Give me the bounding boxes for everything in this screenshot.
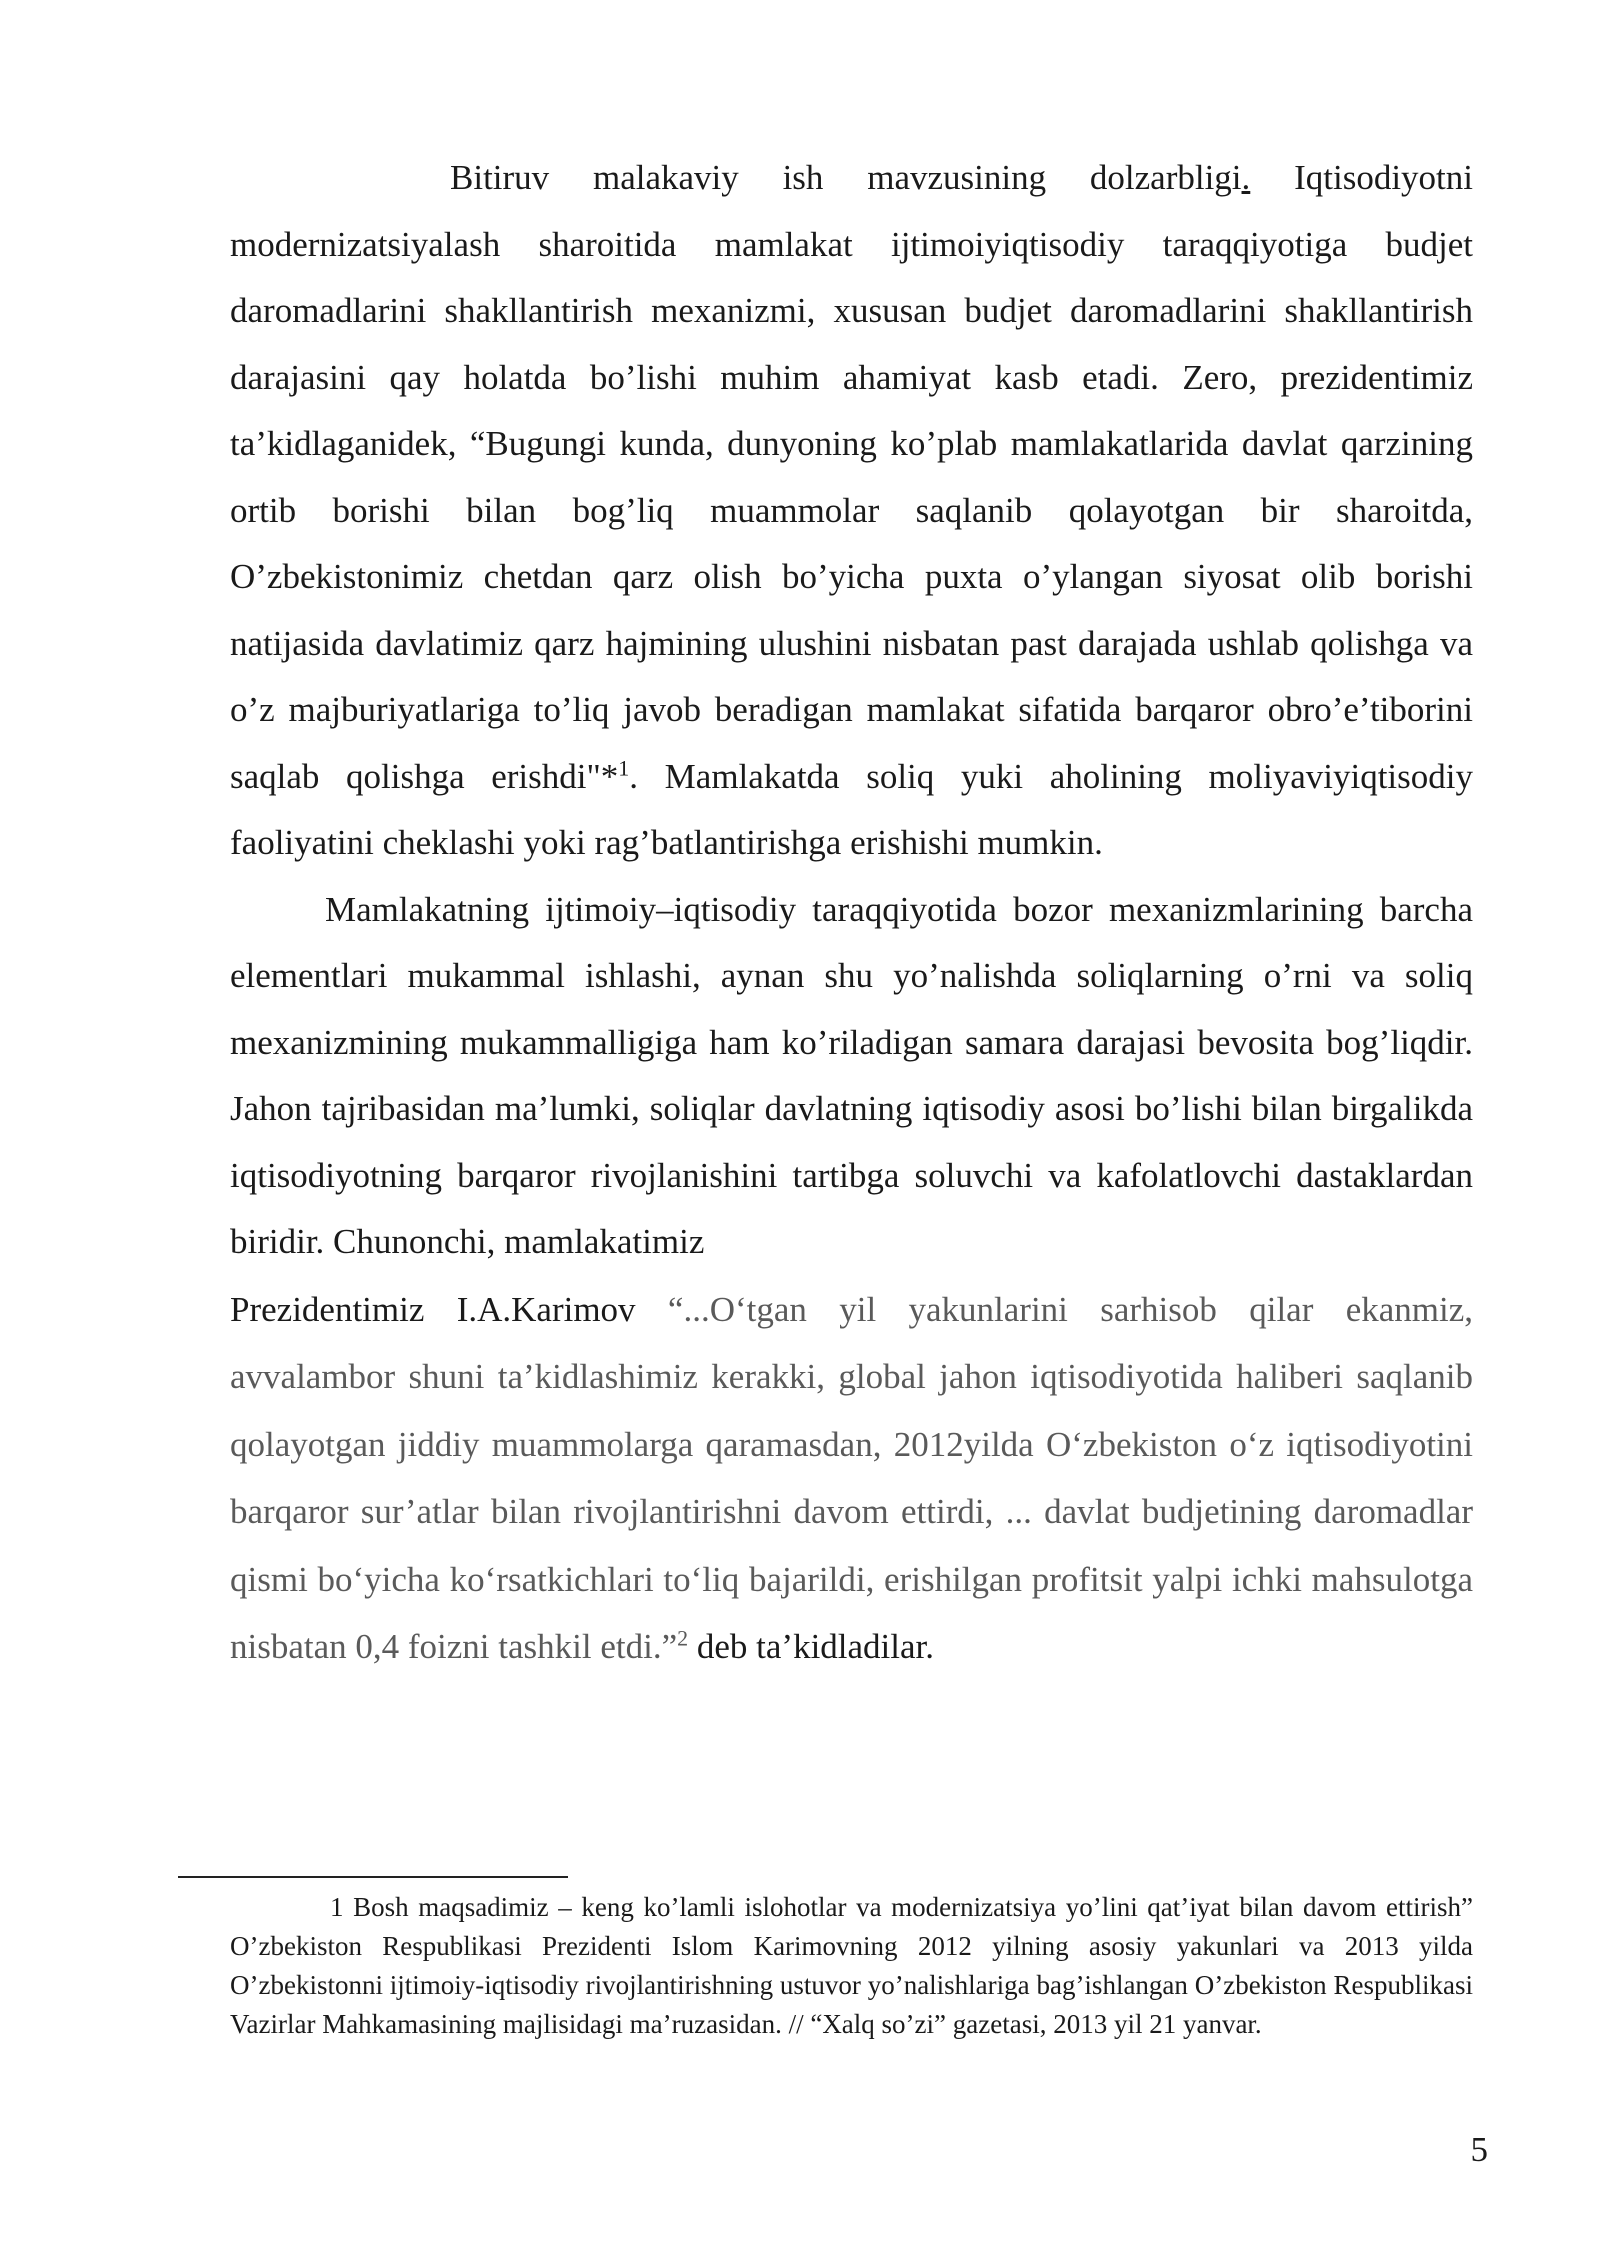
paragraph-text-after: . Mamlakatda soliq yuki aholining moliyaviyiqtisodiy faoliyatini cheklashi yoki rag’batlantirishga erishishi mumkin. <box>230 756 1473 862</box>
section-heading: Bitiruv malakaviy ish mavzusining dolzarbligi <box>450 158 1242 197</box>
footnote-ref-2[interactable]: 2 <box>677 1625 689 1651</box>
main-text <box>230 145 1473 1681</box>
footnote-separator <box>178 1876 568 1878</box>
paragraph-text: Mamlakatning ijtimoiy–iqtisodiy taraqqiyotida bozor mexanizmlarining barcha elementlari mukammal ishlashi, aynan shu yo’nalishda soliqlarning o’rni va soliq mexanizmining mukammalligiga ham ko’riladigan samara darajasi bevosita bog’liqdir. Jahon tajribasidan ma’lumki, soliqlar davlatning iqtisodiy asosi bo’lishi bilan birgalikda iqtisodiyotning barqaror rivojlanishini tartibga soluvchi va kafolatlovchi dastaklardan biridir. Chunonchi, mamlakatimiz <box>230 889 1473 1261</box>
heading-punctuation: . <box>1241 158 1251 197</box>
quote-text: “...O‘tgan yil yakunlarini sarhisob qilar ekanmiz, avvalambor shuni ta’kidlashimiz kerakki, global jahon iqtisodiyotida haliberi saqlanib qolayotgan jiddiy muammolarga qaramasdan, 2012yilda O‘zbekiston o‘z iqtisodiyotini barqaror sur’atlar bilan rivojlantirishni davom ettirdi, ... davlat budjetining daromadlar qismi bo‘yicha ko‘rsatkichlari to‘liq bajarildi, erishilgan profitsit yalpi ichki mahsulotga nisbatan 0,4 foizni tashkil etdi.” <box>230 1289 1473 1666</box>
footnote-1: 1 Bosh maqsadimiz – keng ko’lamli islohotlar va modernizatsiya yo’lini qat’iyat bilan davom ettirish” O’zbekiston Respublikasi Prezidenti Islom Karimovning 2012 yilning asosiy yakunlari va 2013 yilda O’zbekistonni ijtimoiy-iqtisodiy rivojlantirishning ustuvor yo’nalishlariga bag’ishlangan O’zbekiston Respublikasi Vazirlar Mahkamasining majlisidagi ma’ruzasidan. // “Xalq so’zi” gazetasi, 2013 yil 21 yanvar. <box>230 1892 1473 2039</box>
paragraph-president-quote <box>230 1276 1473 1681</box>
quote-lead: Prezidentimiz I.A.Karimov <box>230 1289 668 1329</box>
quote-tail: deb ta’kidladilar. <box>688 1627 935 1666</box>
paragraph-relevance <box>230 145 1473 877</box>
paragraph-text: Iqtisodiyotni modernizatsiyalash sharoitida mamlakat ijtimoiyiqtisodiy taraqqiyotiga budjet daromadlarini shakllantirish mexanizmi, xususan budjet daromadlarini shakllantirish darajasini qay holatda bo’lishi muhim ahamiyat kasb etadi. Zero, prezidentimiz ta’kidlaganidek, “Bugungi kunda, dunyoning ko’plab mamlakatlarida davlat qarzining ortib borishi bilan bog’liq muammolar saqlanib qolayotgan bir sharoitda, O’zbekistonimiz chetdan qarz olish bo’yicha puxta o’ylangan siyosat olib borishi natijasida davlatimiz qarz hajmining ulushini nisbatan past darajada ushlab qolishga va o’z majburiyatlariga to’liq javob beradigan mamlakat sifatida barqaror obro’e’tiborini saqlab qolishga erishdi"* <box>230 158 1473 796</box>
page-number: 5 <box>1470 2130 1488 2169</box>
footnote-ref-1[interactable]: 1 <box>618 754 630 780</box>
paragraph-tax-mechanism <box>230 877 1473 1276</box>
